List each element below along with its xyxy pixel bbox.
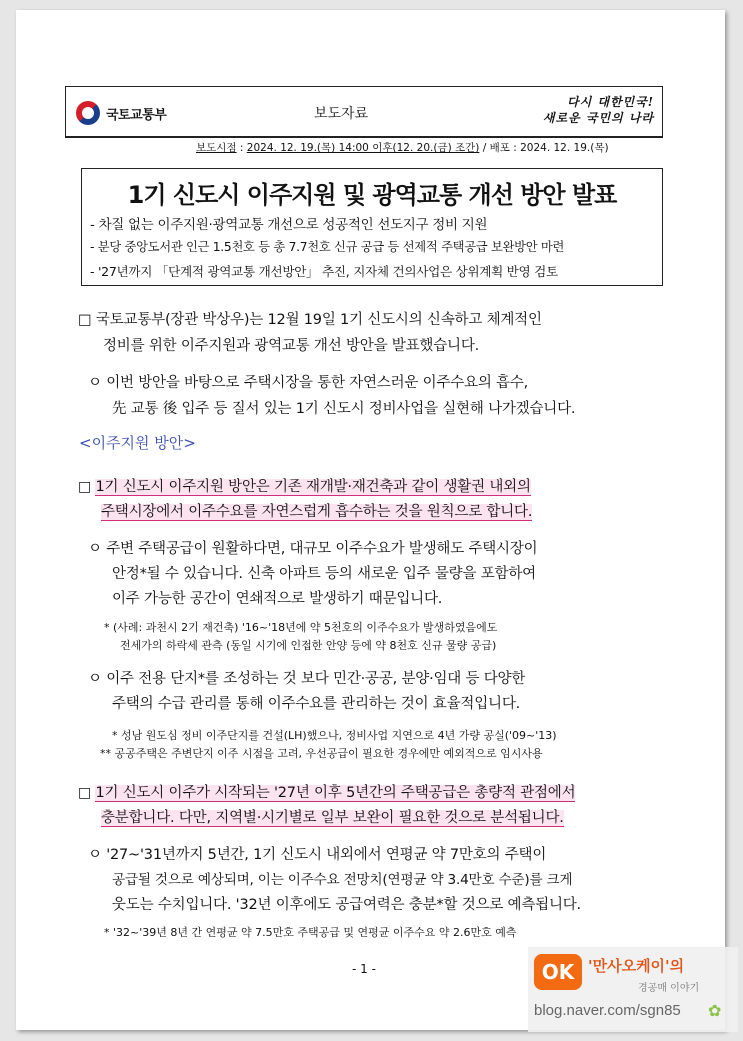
paragraph-5-line-2: 주택의 수급 관리를 통해 이주수요를 관리하는 것이 효율적입니다. (112, 696, 521, 712)
title-box (81, 168, 663, 286)
paragraph-7-line-1: ㅇ '27~'31년까지 5년간, 1기 신도시 내외에서 연평균 약 7만호의 주택이 (88, 847, 547, 863)
page-title: 1기 신도시 이주지원 및 광역교통 개선 방안 발표 (127, 181, 617, 209)
paragraph-3-line-1: 1기 신도시 이주지원 방안은 기존 재개발·재건축과 같이 생활권 내외의 (95, 479, 531, 495)
paragraph-4-line-1: ㅇ 주변 주택공급이 원활하다면, 대규모 이주수요가 발생해도 주택시장이 (88, 541, 538, 557)
embargo-label: 보도시점 (196, 142, 237, 154)
paragraph-3-line-1-wrap (78, 474, 531, 500)
box-bullet: □ (78, 479, 92, 495)
paragraph-4-line-3: 이주 가능한 공간이 연쇄적으로 발생하기 때문입니다. (112, 591, 443, 607)
watermark-subtitle: 경공매 이야기 (638, 983, 700, 994)
paragraph-2-line-2: 先 교통 後 입주 등 질서 있는 1기 신도시 정비사업을 실현해 나가겠습니다. (112, 401, 576, 417)
blog-watermark (528, 947, 738, 1032)
ok-badge: OK (534, 954, 582, 990)
section-heading: <이주지원 방안> (79, 434, 196, 452)
paragraph-6-line-2-wrap (101, 805, 564, 831)
paragraph-7-line-2: 공급될 것으로 예상되며, 이는 이주수요 전망치(연평균 약 3.4만호 수준)를 크게 (112, 872, 573, 888)
ministry-emblem-icon (76, 101, 100, 125)
paragraph-3-line-2: 주택시장에서 이주수요를 자연스럽게 흡수하는 것을 원칙으로 합니다. (101, 504, 533, 520)
page-number: - 1 - (352, 962, 376, 976)
note-3: ** 공공주택은 주변단지 이주 시점을 고려, 우선공급이 필요한 경우에만 예외적으로 임시사용 (100, 747, 543, 760)
paragraph-7-line-3: 웃도는 수치입니다. '32년 이후에도 공급여력은 충분*할 것으로 예측됩니다. (112, 897, 581, 913)
slogan-line-2: 새로운 국민의 나라 (542, 111, 654, 125)
note-4: * '32~'39년 8년 간 연평균 약 7.5만호 주택공급 및 연평균 이주수요 약 2.6만호 예측 (104, 926, 517, 939)
paragraph-1-line-2: 정비를 위한 이주지원과 광역교통 개선 방안을 발표했습니다. (103, 338, 480, 354)
paragraph-4-line-2: 안정*될 수 있습니다. 신축 아파트 등의 새로운 입주 물량을 포함하여 (112, 566, 536, 582)
press-release-label: 보도자료 (314, 106, 369, 122)
leaf-icon: ✿ (708, 1001, 722, 1020)
paragraph-6-line-1: 1기 신도시 이주가 시작되는 '27년 이후 5년간의 주택공급은 총량적 관점에서 (95, 785, 576, 801)
note-2: * 성남 원도심 정비 이주단지를 건설(LH)했으나, 정비사업 지연으로 4년 가량 공실('09~'13) (112, 729, 557, 742)
watermark-url: blog.naver.com/sgn85 (534, 1002, 681, 1019)
box-bullet-2: □ (78, 785, 92, 801)
note-1-line-2: 전세가의 하락세 관측 (동일 시기에 인접한 안양 등에 약 8천호 신규 물량 공급) (120, 639, 497, 652)
embargo-paper: (12. 20.(금) 조간) (392, 142, 480, 154)
paragraph-6-line-2: 충분합니다. 다만, 지역별·시기별로 일부 보완이 필요한 것으로 분석됩니다. (101, 810, 564, 826)
paragraph-2-line-1: ㅇ 이번 방안을 바탕으로 주택시장을 통한 자연스러운 이주수요의 흡수, (88, 375, 529, 391)
embargo-time: 2024. 12. 19.(목) 14:00 이후 (246, 142, 393, 154)
distribution-date: / 배포 : 2024. 12. 19.(목) (479, 142, 609, 154)
slogan-line-1: 다시 대한민국! (567, 95, 654, 109)
ministry-logo (76, 99, 166, 127)
paragraph-1-line-1: □ 국토교통부(장관 박상우)는 12월 19일 1기 신도시의 신속하고 체계적인 (78, 312, 542, 328)
note-1-line-1: * (사례: 과천시 2기 재건축) '16~'18년에 약 5천호의 이주수요가 발생하였음에도 (104, 621, 498, 634)
watermark-title: '만사오케이'의 (588, 957, 685, 975)
slogan (519, 94, 654, 126)
paragraph-5-line-1: ㅇ 이주 전용 단지*를 조성하는 것 보다 민간·공공, 분양·임대 등 다양한 (88, 671, 526, 687)
paragraph-3-line-2-wrap (101, 499, 532, 525)
ministry-name: 국토교통부 (106, 107, 167, 123)
subtitle-1: - 차질 없는 이주지원·광역교통 개선으로 성공적인 선도지구 정비 지원 (90, 217, 488, 233)
paragraph-6-line-1-wrap (78, 780, 575, 806)
press-header (65, 86, 663, 138)
embargo-line: 보도시점 : 2024. 12. 19.(목) 14:00 이후(12. 20.(금) 조간) / 배포 : 2024. 12. 19.(목) (196, 142, 609, 154)
subtitle-2: - 분당 중앙도서관 인근 1.5천호 등 총 7.7천호 신규 공급 등 선제적 주택공급 보완방안 마련 (90, 240, 565, 254)
subtitle-3: - '27년까지 「단계적 광역교통 개선방안」 추진, 지자체 건의사업은 상위계획 반영 검토 (90, 264, 558, 279)
